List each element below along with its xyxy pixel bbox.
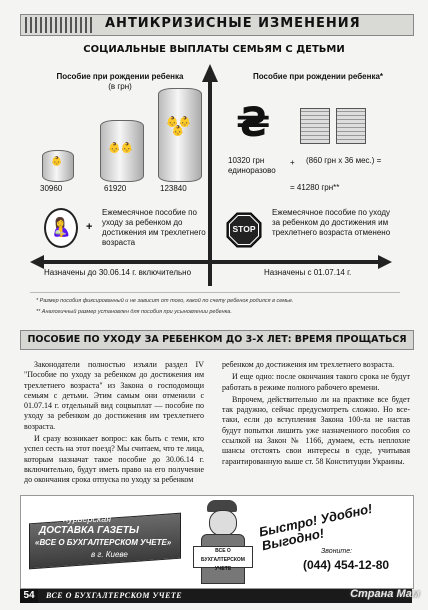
section-title: АНТИКРИЗИСНЫЕ ИЗМЕНЕНИЯ — [105, 16, 361, 31]
ad-slogan: Быстро! Удобно! Выгодно! — [257, 500, 374, 554]
hryvnia-icon: ₴ — [236, 100, 271, 146]
page-number: 54 — [20, 589, 38, 603]
right-formula: (860 грн х 36 мес.) = — [306, 156, 382, 165]
babies-icon: 👶👶 — [108, 143, 133, 154]
ad-line-2: ДОСТАВКА ГАЗЕТЫ — [39, 525, 139, 536]
plus-sign: + — [86, 221, 93, 233]
article-left-column — [24, 360, 204, 488]
babies-icon: 👶👶 👶 — [166, 117, 191, 137]
footnote-2: ** Аналогичный размер установлен для пособия при усыновлении ребенка. — [36, 309, 232, 315]
bills-icon — [300, 108, 368, 142]
right-heading: Пособие при рождении ребенка* — [252, 72, 384, 81]
assigned-before: Назначены до 30.06.14 г. включительно — [44, 268, 192, 277]
monthly-right: Ежемесячное пособие по уходу за ребенком до достижения им трехлетнего возраста отменено — [272, 208, 391, 237]
divider — [30, 292, 400, 293]
paragraph: Законодатели полностью изъяли раздел IV "Пособие по уходу за ребенком до достижения им трехлетнего возраста" из Закона о господомощи семьям с детьми. Этим самым они отменили с 01.07.14 г. отдельный вид соцвыплат — пособие по уходу за ребенком до достижения им трехлетнего возраста. — [24, 360, 204, 431]
value-2: 61920 — [104, 184, 127, 193]
footnote-1: * Размер пособия фиксированный и не зависит от того, какой по счету ребенок родился в семье. — [36, 298, 294, 304]
value-1: 30960 — [40, 184, 63, 193]
stop-sign-text: STOP — [232, 224, 256, 234]
courier-icon — [187, 500, 257, 584]
paragraph: ребенком до достижения им трехлетнего возраста. — [222, 360, 395, 369]
right-plus: + — [290, 158, 295, 167]
right-amount: 10320 грн — [228, 156, 265, 165]
article-title: ПОСОБИЕ ПО УХОДУ ЗА РЕБЕНКОМ ДО 3-Х ЛЕТ: ВРЕМЯ ПРОЩАТЬСЯ — [20, 330, 414, 350]
delivery-ad[interactable] — [20, 495, 414, 589]
ad-phone[interactable]: (044) 454-12-80 — [303, 558, 390, 572]
left-unit: (в грн) — [108, 82, 132, 91]
watermark: Страна Мам — [350, 588, 420, 600]
ad-line-4: в г. Киеве — [91, 550, 128, 559]
mother-child-icon: 🤱 — [44, 208, 78, 248]
value-3: 123840 — [160, 184, 187, 193]
ad-badge: ВСЕ О БУХГАЛТЕРСКОМ УЧЕТЕ — [193, 546, 253, 568]
monthly-left: Ежемесячное пособие по уходу за ребенком до достижения им трехлетнего возраста — [102, 208, 206, 247]
infographic-title: СОЦИАЛЬНЫЕ ВЫПЛАТЫ СЕМЬЯМ С ДЕТЬМИ — [83, 44, 345, 55]
right-result: = 41280 грн** — [290, 183, 340, 192]
ad-call-label: Звоните: — [321, 548, 353, 555]
bar-30960 — [42, 150, 74, 182]
paragraph: Впрочем, действительно ли на практике все будет так радужно, сейчас предусмотреть сложно. Но все-таки, если до вступления Закона 100-ла не настав будут попытки лишить уже назначенного пособия со ссылкой на Закон № 1166, думаем, есть неплохие шансы отстоять свои интересы в суде, учитывая гарантированную выше ст. 58 Конституции Украины. — [222, 394, 410, 466]
ad-line-3: «ВСЕ О БУХГАЛТЕРСКОМ УЧЕТЕ» — [35, 538, 172, 547]
ad-line-1: Курьерская — [63, 514, 112, 524]
article-right-column — [222, 360, 410, 469]
publication-name: ВСЕ О БУХГАЛТЕРСКОМ УЧЕТЕ — [46, 591, 183, 600]
paragraph: И сразу возникает вопрос: как быть с теми, кто успел сесть на этот поезд? Мы считаем, что те лица, которым назначат такое пособие до 30.06.14 г. включительно, будут иметь право на его получение до окончания срока отпуска по уходу за ребенком — [24, 434, 204, 485]
left-heading: Пособие при рождении ребенка — [56, 72, 184, 81]
baby-icon: 👶 — [51, 156, 63, 166]
paragraph: И еще одно: после окончания такого срока не будут работать в режиме полного рабочего времени. — [222, 372, 410, 392]
right-once: единоразово — [228, 166, 276, 175]
assigned-after: Назначены с 01.07.14 г. — [264, 268, 352, 277]
